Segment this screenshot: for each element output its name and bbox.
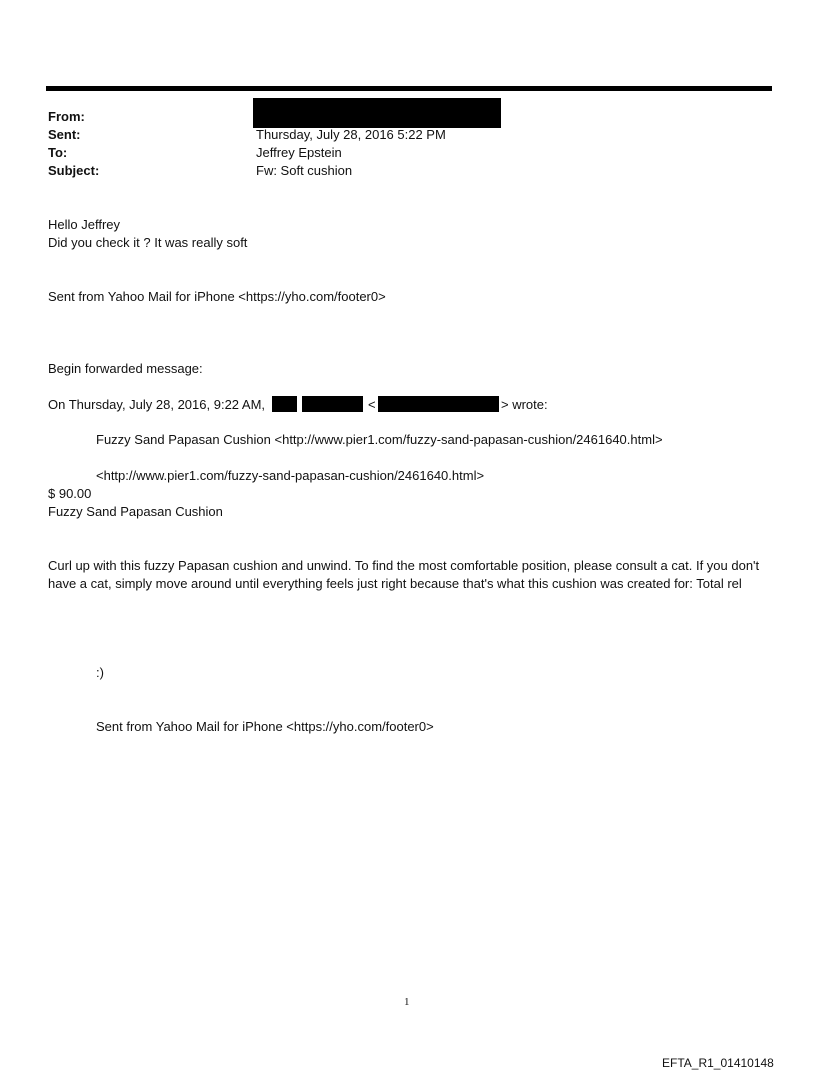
- greeting: Hello Jeffrey: [48, 217, 121, 232]
- redacted-sender: [253, 98, 501, 128]
- to-value: Jeffrey Epstein: [256, 145, 342, 160]
- subject-value: Fw: Soft cushion: [256, 163, 353, 178]
- product-price: $ 90.00: [48, 486, 92, 501]
- signature-line: Sent from Yahoo Mail for iPhone <https://yho.com/footer0>: [48, 289, 386, 304]
- header-rule: [46, 86, 772, 91]
- product-link-line: Fuzzy Sand Papasan Cushion <http://www.pier1.com/fuzzy-sand-papasan-cushion/2461640.html>: [96, 432, 663, 447]
- forward-on-line: On Thursday, July 28, 2016, 9:22 AM,: [48, 397, 266, 412]
- subject-label: Subject:: [48, 163, 100, 178]
- product-description: Curl up with this fuzzy Papasan cushion and unwind. To find the most comfortable position, please consult a cat. If you don't have a cat, simply move around until everything feels just right because that's what this cushion was created for: Total rel: [48, 558, 760, 591]
- sent-label: Sent:: [48, 127, 81, 142]
- smiley-text: :): [96, 665, 104, 680]
- forward-intro: Begin forwarded message:: [48, 361, 203, 376]
- redacted-last-name: [302, 396, 363, 412]
- product-url-line: <http://www.pier1.com/fuzzy-sand-papasan-cushion/2461640.html>: [96, 468, 485, 483]
- to-label: To:: [48, 145, 68, 160]
- wrote-text: > wrote:: [501, 397, 548, 412]
- redacted-email: [378, 396, 499, 412]
- from-label: From:: [48, 109, 85, 124]
- redacted-first-name: [272, 396, 297, 412]
- signature-line-forwarded: Sent from Yahoo Mail for iPhone <https://yho.com/footer0>: [96, 719, 434, 734]
- sent-value: Thursday, July 28, 2016 5:22 PM: [256, 127, 446, 142]
- product-name: Fuzzy Sand Papasan Cushion: [48, 504, 223, 519]
- body-line: Did you check it ? It was really soft: [48, 235, 248, 250]
- email-open-bracket: <: [368, 397, 376, 412]
- page-number: 1: [404, 996, 410, 1008]
- document-id: EFTA_R1_01410148: [662, 1056, 774, 1070]
